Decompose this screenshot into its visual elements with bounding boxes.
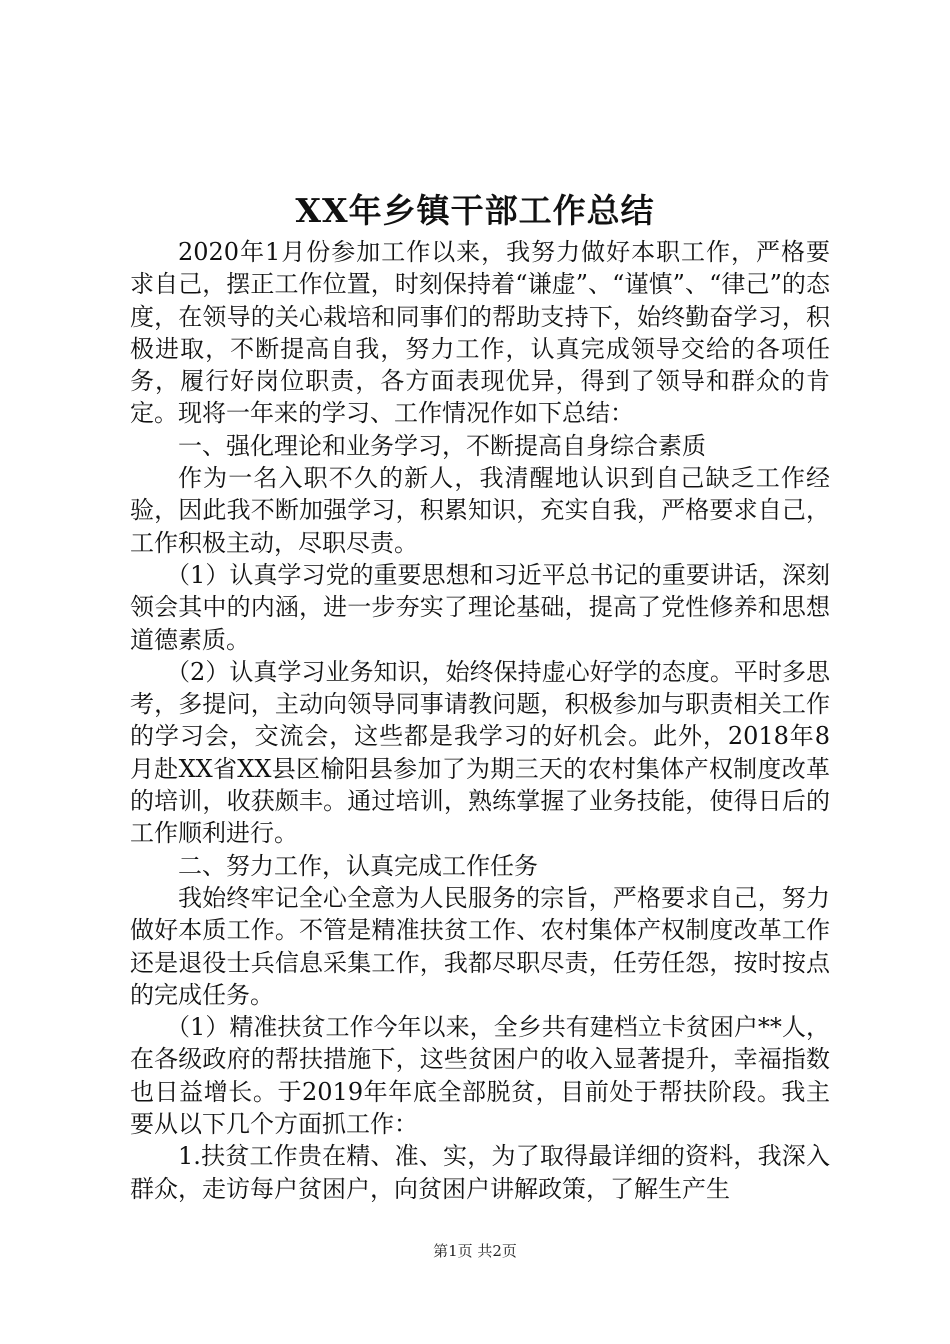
document-body <box>130 236 830 1205</box>
paragraph-poverty-point-1: 1.扶贫工作贵在精、准、实，为了取得最详细的资料，我深入群众，走访每户贫困户，向贫困户讲解政策，了解生产生 <box>130 1142 830 1203</box>
section-heading-1: 一、强化理论和业务学习，不断提高自身综合素质 <box>178 431 706 460</box>
page-number-footer: 第1页 共2页 <box>433 1242 517 1260</box>
paragraph-intro: 2020年1月份参加工作以来，我努力做好本职工作，严格要求自己，摆正工作位置，时刻保持着“谦虚”、“谨慎”、“律己”的态度，在领导的关心栽培和同事们的帮助支持下，始终勤奋学习，积极进取，不断提高自我，努力工作，认真完成领导交给的各项任务，履行好岗位职责，各方面表现优异，得到了领导和群众的肯定。现将一年来的学习、工作情况作如下总结： <box>130 238 830 428</box>
document-title: XX年乡镇干部工作总结 <box>295 191 655 230</box>
paragraph-poverty-item-1: （1）精准扶贫工作今年以来，全乡共有建档立卡贫困户**人，在各级政府的帮扶措施下，这些贫困户的收入显著提升，幸福指数也日益增长。于2019年年底全部脱贫，目前处于帮扶阶段。我主要从以下几个方面抓工作： <box>130 1013 830 1139</box>
section-heading-2: 二、努力工作，认真完成工作任务 <box>178 851 538 880</box>
paragraph-item-2: （2）认真学习业务知识，始终保持虚心好学的态度。平时多思考，多提问，主动向领导同事请教问题，积极参加与职责相关工作的学习会，交流会，这些都是我学习的好机会。此外，2018年8月赴XX省XX县区榆阳县参加了为期三天的农村集体产权制度改革的培训，收获颇丰。通过培训，熟练掌握了业务技能，使得日后的工作顺利进行。 <box>130 657 830 848</box>
paragraph-item-1: （1）认真学习党的重要思想和习近平总书记的重要讲话，深刻领会其中的内涵，进一步夯实了理论基础，提高了党性修养和思想道德素质。 <box>130 560 830 654</box>
paragraph-section-2: 我始终牢记全心全意为人民服务的宗旨，严格要求自己，努力做好本质工作。不管是精准扶贫工作、农村集体产权制度改革工作还是退役士兵信息采集工作，我都尽职尽责，任劳任怨，按时按点的完成任务。 <box>130 883 830 1009</box>
paragraph-section-1: 作为一名入职不久的新人，我清醒地认识到自己缺乏工作经验，因此我不断加强学习，积累知识，充实自我，严格要求自己，工作积极主动，尽职尽责。 <box>130 464 830 557</box>
